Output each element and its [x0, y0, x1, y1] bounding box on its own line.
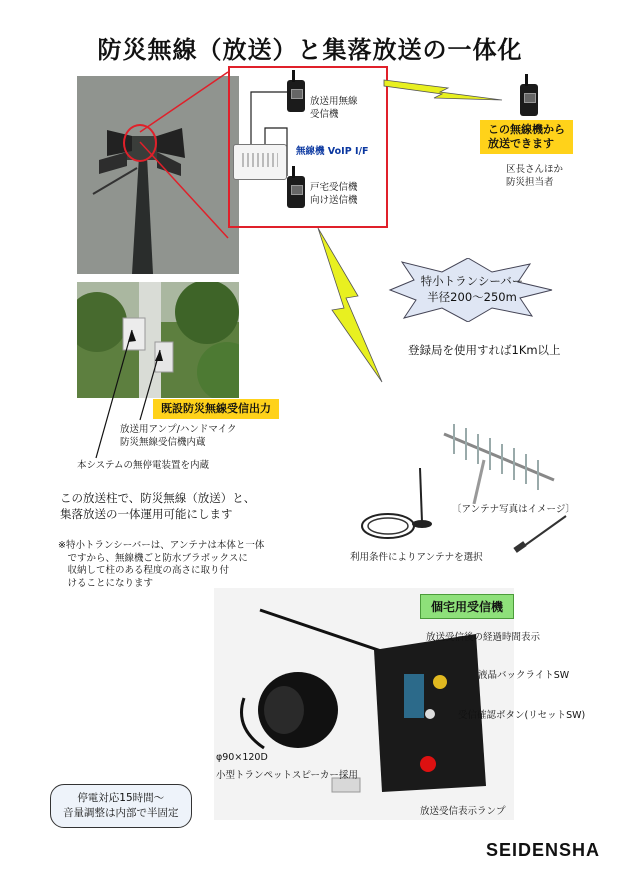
ups-label: 本システムの無停電装置を内蔵 — [77, 460, 210, 471]
radio1-label: 放送用無線 受信機 — [310, 96, 358, 120]
starburst-label: 特小トランシーバー 半径200～250m — [420, 274, 524, 304]
transceiver-note: ※特小トランシーバーは、アンテナは本体と一体 ですから、無線機ごと防水ブラボックスに 収納して柱のある程度の高さに取り付 けることになります — [58, 540, 265, 589]
registered-station-text: 登録局を使用すれば1Km以上 — [408, 343, 561, 357]
existing-output-label: 既設防災無線受信出力 — [153, 399, 279, 419]
home-receiver-title: 個宅用受信機 — [420, 594, 514, 619]
seidensha-logo: SEIDENSHA — [486, 840, 601, 860]
home-receiver-photo — [214, 588, 514, 820]
speaker-label: 小型トランペットスピーカー採用 — [216, 770, 358, 781]
page-title: 防災無線（放送）と集落放送の一体化 — [97, 36, 523, 64]
antenna-photo-note: 〔アンテナ写真はイメージ〕 — [452, 504, 575, 515]
radio2-label: 戸宅受信機 向け送信機 — [310, 182, 358, 206]
whip-antenna-image — [510, 512, 570, 556]
size-label: φ90×120D — [216, 752, 268, 763]
mag-antenna-image — [354, 464, 440, 548]
amp-label: 放送用アンプ/ハンドマイク 防災無線受信機内蔵 — [120, 424, 237, 448]
lamp-label: 放送受信表示ランプ — [420, 806, 506, 817]
confirm-button-label: 受信確認ボタン(リセットSW) — [458, 710, 586, 721]
backlight-sw-label: 液晶バックライトSW — [478, 670, 570, 681]
antenna-select-label: 利用条件によりアンテナを選択 — [350, 552, 483, 563]
power-note-box: 停電対応15時間～ 音量調整は内部で半固定 — [50, 784, 192, 828]
interface-label: 無線機 VoIP I/F — [296, 146, 369, 157]
remote-person-label: 区長さんほか 防災担当者 — [506, 164, 564, 188]
elapsed-time-label: 放送受信後の経過時間表示 — [426, 632, 541, 643]
remote-broadcast-box: この無線機から 放送できます — [480, 120, 573, 154]
main-description: この放送柱で、防災無線（放送）と、 集落放送の一体運用可能にします — [60, 491, 256, 521]
